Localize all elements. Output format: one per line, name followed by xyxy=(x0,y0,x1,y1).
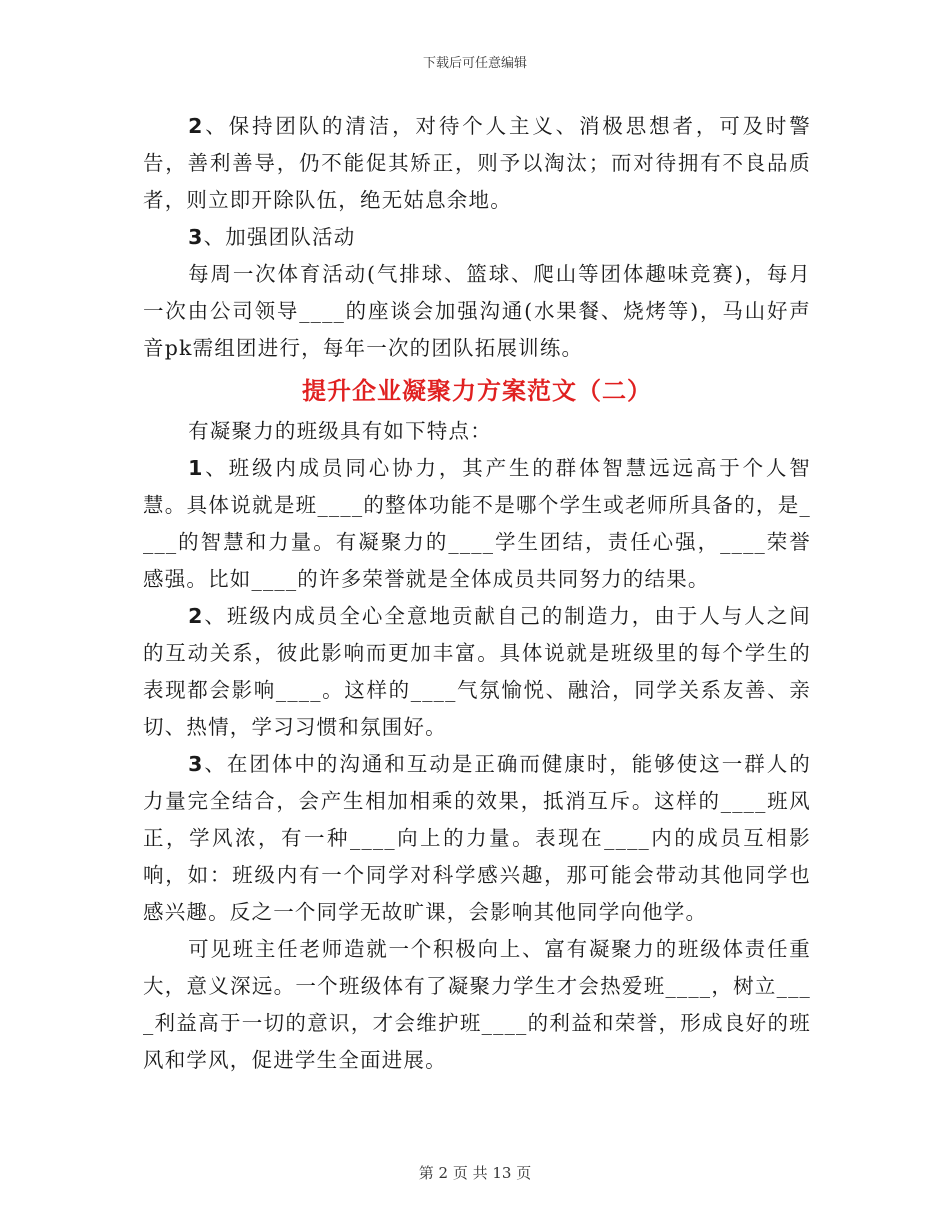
paragraph-text: 、班级内成员全心全意地贡献自己的制造力，由于人与人之间的互动关系，彼此影响而更加丰富。具体说就是班级里的每个学生的表现都会影响____。这样的____气氛愉悦、融洽，同学关系友善、亲切、热情，学习习惯和氛围好。 xyxy=(143,604,811,739)
section-title: 提升企业凝聚力方案范文（二） xyxy=(302,377,652,405)
paragraph-point-2 xyxy=(143,598,811,746)
page-footer: 第 2 页 共 13 页 xyxy=(418,1164,532,1182)
paragraph-conclusion: 可见班主任老师造就一个积极向上、富有凝聚力的班级体责任重大，意义深远。一个班级体有了凝聚力学生才会热爱班____，树立____利益高于一切的意识，才会维护班____的利益和荣誉，形成良好的班风和学风，促进学生全面进展。 xyxy=(143,937,811,1072)
paragraph-point-3 xyxy=(143,746,811,931)
item-number: 2 xyxy=(188,114,204,138)
paragraph-intro: 有凝聚力的班级具有如下特点： xyxy=(188,419,492,443)
paragraph-text: 、加强团队活动 xyxy=(203,225,356,249)
paragraph-text: 、在团体中的沟通和互动是正确而健康时，能够使这一群人的力量完全结合，会产生相加相乘的效果，抵消互斥。这样的____班风正，学风浓，有一种____向上的力量。表现在____内的成员互相影响，如：班级内有一个同学对科学感兴趣，那可能会带动其他同学也感兴趣。反之一个同学无故旷课，会影响其他同学向他学。 xyxy=(143,752,811,924)
paragraph-keep-team-clean xyxy=(143,108,811,219)
paragraph-point-1 xyxy=(143,450,811,598)
item-number: 2 xyxy=(188,604,204,628)
document-body xyxy=(143,108,811,1079)
paragraph-strengthen-activities-heading xyxy=(143,219,811,256)
page-header: 下载后可任意编辑 xyxy=(422,56,527,71)
paragraph-text: 、保持团队的清洁，对待个人主义、消极思想者，可及时警告，善利善导，仍不能促其矫正，则予以淘汰；而对待拥有不良品质者，则立即开除队伍，绝无姑息余地。 xyxy=(143,114,811,212)
paragraph-activities-detail: 每周一次体育活动(气排球、篮球、爬山等团体趣味竞赛)，每月一次由公司领导____的座谈会加强沟通(水果餐、烧烤等)，马山好声音pk需组团进行，每年一次的团队拓展训练。 xyxy=(143,262,811,360)
item-number: 3 xyxy=(188,225,204,249)
item-number: 1 xyxy=(188,456,204,480)
paragraph-text: 、班级内成员同心协力，其产生的群体智慧远远高于个人智慧。具体说就是班____的整体功能不是哪个学生或老师所具备的，是____的智慧和力量。有凝聚力的____学生团结，责任心强，____荣誉感强。比如____的许多荣誉就是全体成员共同努力的结果。 xyxy=(143,456,811,591)
item-number: 3 xyxy=(188,752,204,776)
